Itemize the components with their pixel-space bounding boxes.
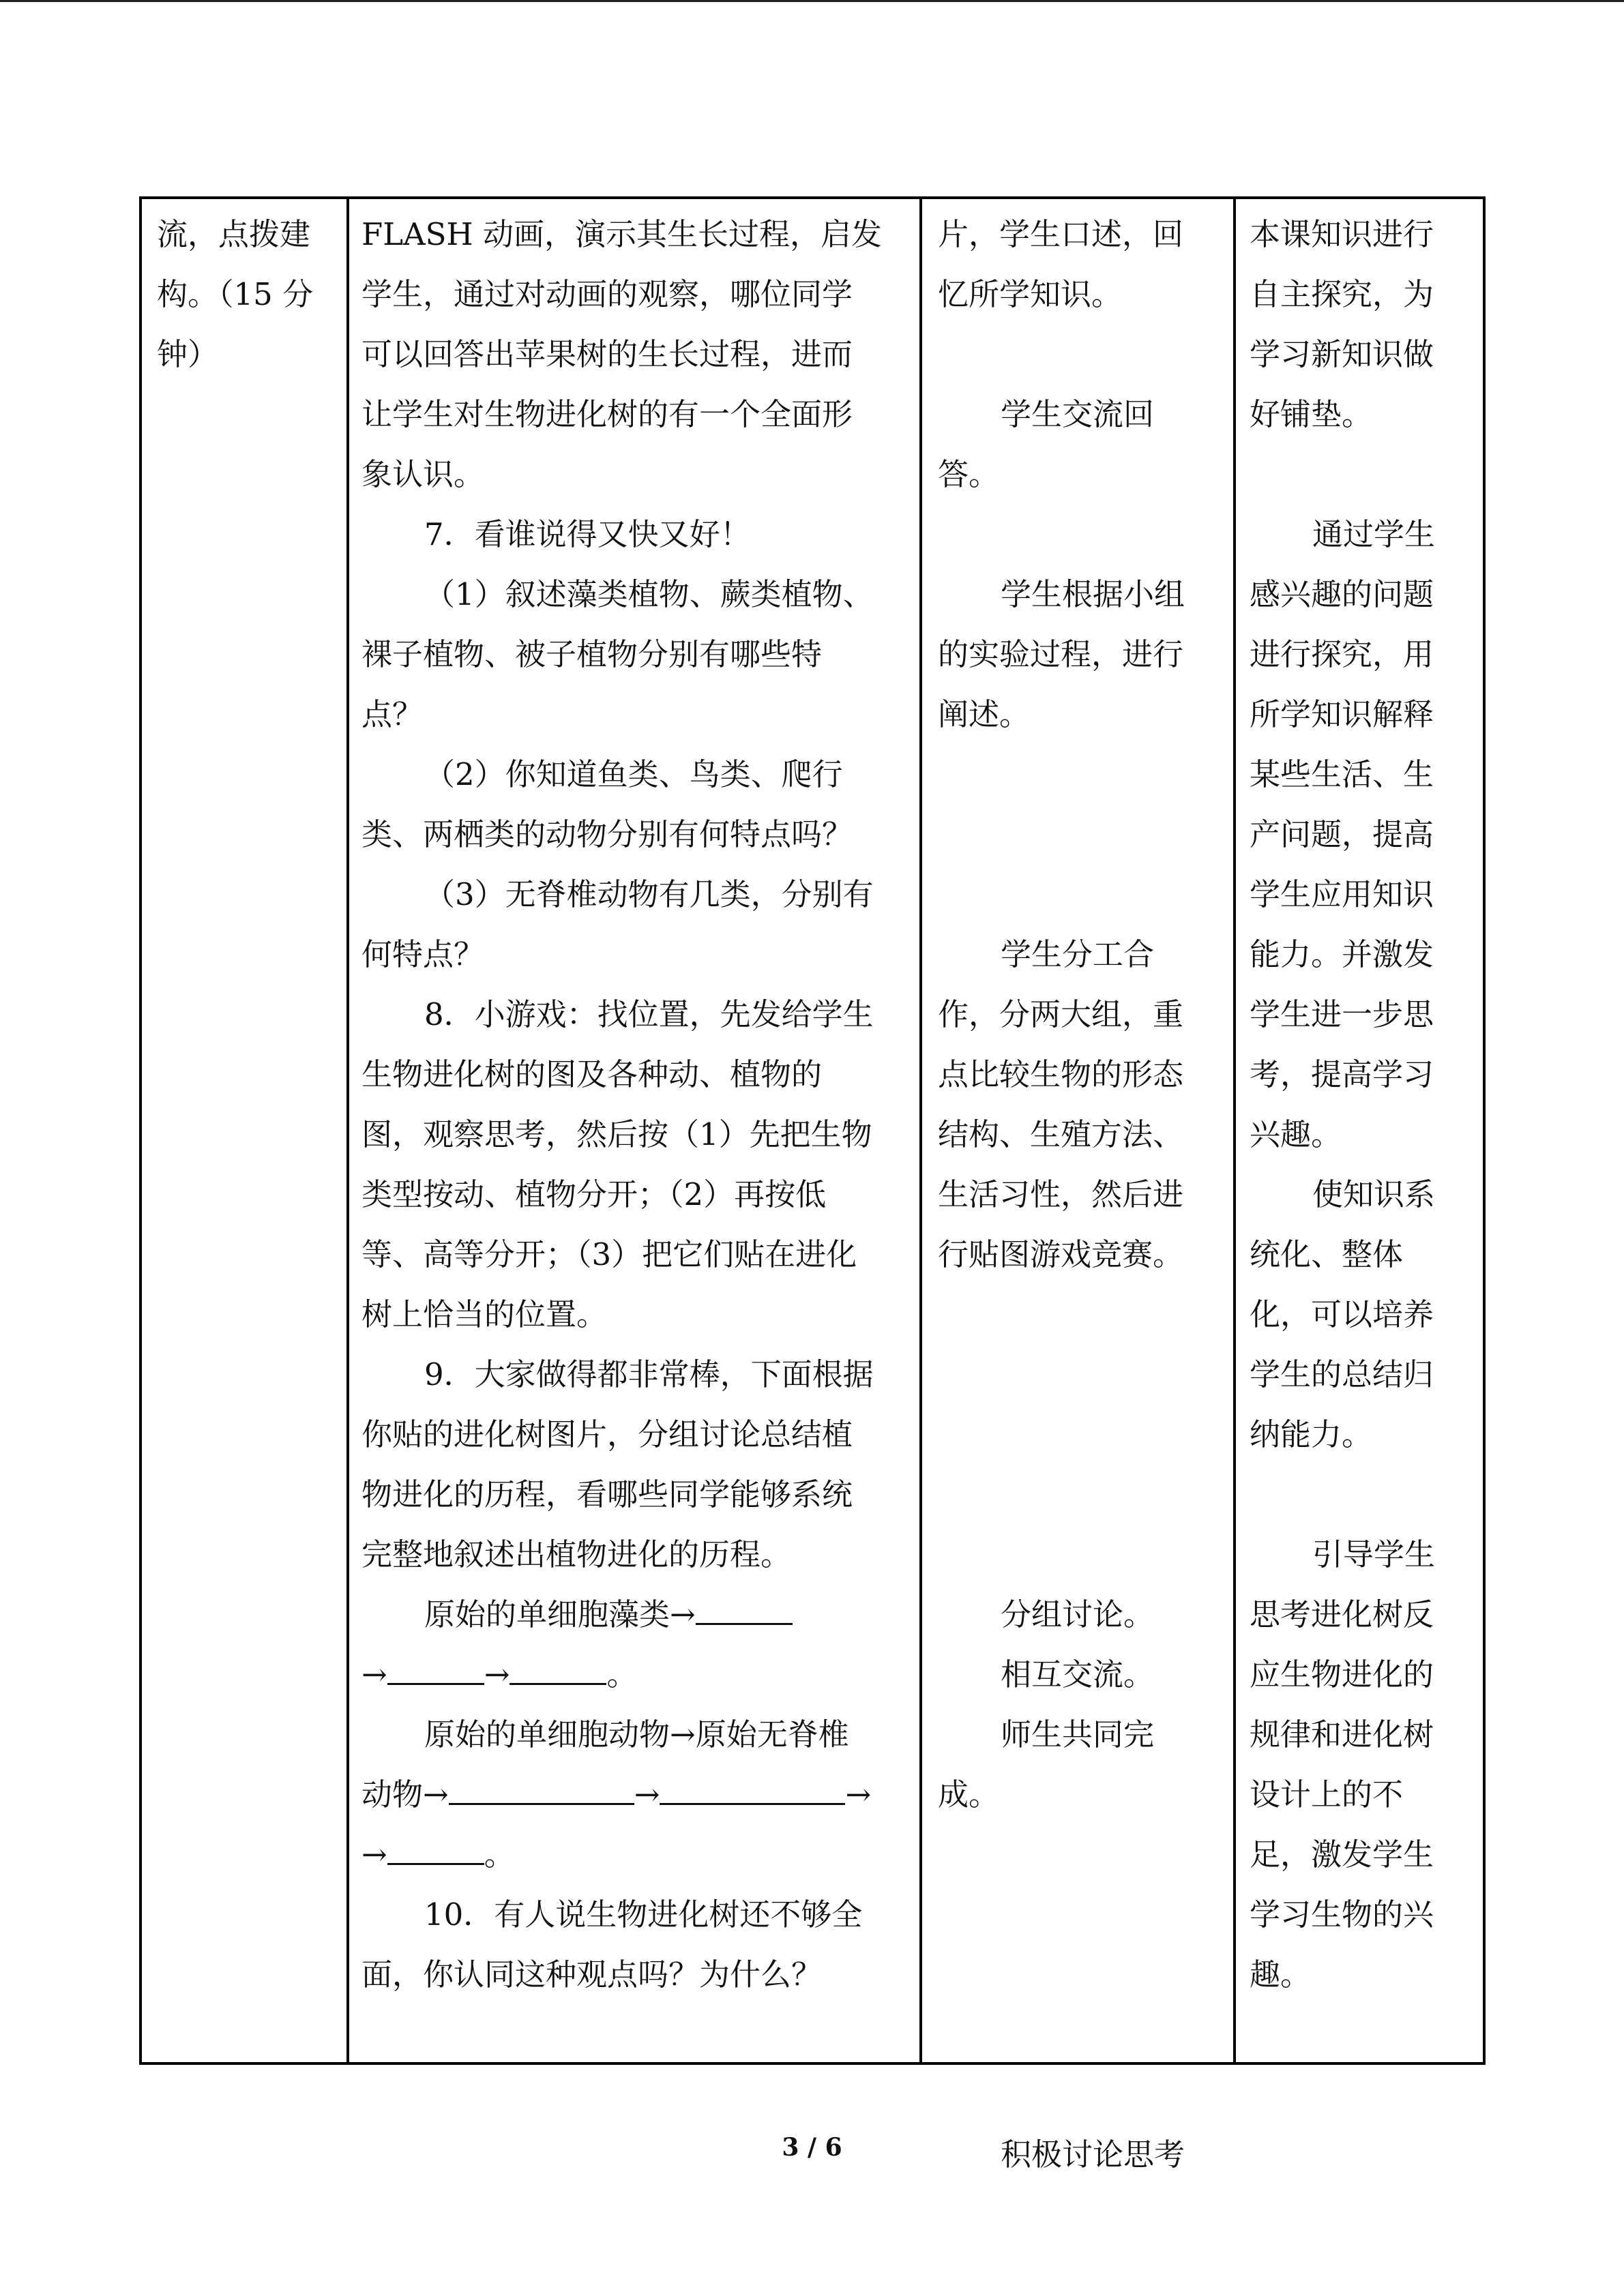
question-8-line: 树上恰当的位置。 bbox=[361, 1296, 608, 1332]
arrow-text: → bbox=[361, 1656, 387, 1693]
intent-text-line: 规律和进化树 bbox=[1250, 1716, 1434, 1753]
stage-text-line: 构。（15 分 bbox=[157, 276, 314, 312]
intent-text-line: 通过学生 bbox=[1312, 516, 1436, 552]
question-10-line: 10．有人说生物进化树还不够全 bbox=[424, 1896, 863, 1933]
animal-evolution-mid: 动物→ bbox=[361, 1776, 449, 1813]
plant-evolution-start: 原始的单细胞藻类→ bbox=[424, 1596, 696, 1632]
intent-text-line: 自主探究，为 bbox=[1250, 276, 1434, 312]
animal-evolution-line: 原始的单细胞动物→原始无脊椎 bbox=[424, 1716, 849, 1753]
student-text-line: 师生共同完 bbox=[1001, 1716, 1155, 1753]
question-10-line: 面，你认同这种观点吗？为什么？ bbox=[361, 1956, 823, 1993]
question-7-1-line: 点？ bbox=[361, 696, 424, 732]
question-7-heading: 7．看谁说得又快又好！ bbox=[424, 516, 751, 552]
question-9-line: 9．大家做得都非常棒，下面根据 bbox=[424, 1356, 874, 1392]
student-text-line: 分组讨论。 bbox=[1001, 1596, 1155, 1632]
arrow-text: → bbox=[361, 1836, 387, 1873]
column-divider-3 bbox=[1233, 196, 1236, 2065]
question-7-2-line: （2）你知道鱼类、鸟类、爬行 bbox=[424, 756, 843, 792]
intent-text-line: 学生进一步思 bbox=[1250, 996, 1434, 1032]
teacher-text-line: 让学生对生物进化树的有一个全面形 bbox=[361, 396, 853, 432]
arrow-text: → bbox=[845, 1776, 872, 1813]
student-text-line: 点比较生物的形态 bbox=[938, 1056, 1184, 1092]
student-text-line: 学生分工合 bbox=[1001, 936, 1155, 972]
student-text-line: 片，学生口述，回 bbox=[938, 216, 1184, 252]
intent-text-line: 思考进化树反 bbox=[1250, 1596, 1434, 1632]
animal-evolution-line bbox=[361, 1825, 915, 1885]
intent-text-line: 考，提高学习 bbox=[1250, 1056, 1434, 1092]
question-9-line: 你贴的进化树图片，分组讨论总结植 bbox=[361, 1416, 853, 1452]
intent-text-line: 学习新知识做 bbox=[1250, 336, 1434, 372]
arrow-text: → bbox=[634, 1776, 660, 1813]
intent-text-line: 化，可以培养 bbox=[1250, 1296, 1434, 1332]
teacher-text-line: 象认识。 bbox=[361, 456, 485, 492]
question-7-1-line: （1）叙述藻类植物、蕨类植物、 bbox=[424, 576, 874, 612]
intent-text-line: 某些生活、生 bbox=[1250, 756, 1434, 792]
question-7-3-line: 何特点？ bbox=[361, 936, 485, 972]
question-7-2-line: 类、两栖类的动物分别有何特点吗？ bbox=[361, 816, 853, 852]
student-text-line: 学生根据小组 bbox=[1001, 576, 1185, 612]
student-text-line: 作，分两大组，重 bbox=[938, 996, 1184, 1032]
student-text-line: 学生交流回 bbox=[1001, 396, 1155, 432]
student-text-line: 积极讨论思考 bbox=[1001, 2136, 1185, 2173]
intent-text-line: 学生的总结归 bbox=[1250, 1356, 1434, 1392]
arrow-text: → bbox=[484, 1656, 510, 1693]
stage-text-line: 流，点拨建 bbox=[157, 216, 311, 252]
question-8-line: 8．小游戏：找位置，先发给学生 bbox=[424, 996, 874, 1032]
period-text: 。 bbox=[484, 1836, 515, 1873]
animal-evolution-line bbox=[361, 1765, 915, 1825]
intent-text-line: 学生应用知识 bbox=[1250, 876, 1434, 912]
page-number: 3 / 6 bbox=[782, 2133, 842, 2162]
student-activity-column bbox=[938, 205, 1231, 2185]
fill-blank bbox=[660, 1783, 845, 1805]
fill-blank bbox=[696, 1602, 793, 1625]
plant-evolution-line bbox=[361, 1585, 915, 1645]
fill-blank bbox=[387, 1843, 484, 1865]
fill-blank bbox=[510, 1663, 606, 1685]
student-text-line: 行贴图游戏竞赛。 bbox=[938, 1236, 1184, 1272]
column-divider-2 bbox=[919, 196, 922, 2065]
stage-text-line: 钟） bbox=[157, 336, 219, 372]
student-text-line: 阐述。 bbox=[938, 696, 1031, 732]
question-8-line: 图，观察思考，然后按（1）先把生物 bbox=[361, 1116, 872, 1152]
top-border-rule bbox=[0, 0, 1624, 2]
design-intent-column bbox=[1250, 205, 1475, 2005]
teacher-text-line: FLASH 动画，演示其生长过程，启发 bbox=[361, 216, 882, 252]
intent-text-line: 好铺垫。 bbox=[1250, 396, 1373, 432]
student-text-line: 生活习性，然后进 bbox=[938, 1176, 1184, 1212]
plant-evolution-line bbox=[361, 1645, 915, 1705]
intent-text-line: 兴趣。 bbox=[1250, 1116, 1342, 1152]
question-7-3-line: （3）无脊椎动物有几类，分别有 bbox=[424, 876, 874, 912]
question-8-line: 等、高等分开；（3）把它们贴在进化 bbox=[361, 1236, 857, 1272]
student-text-line: 结构、生殖方法、 bbox=[938, 1116, 1184, 1152]
intent-text-line: 本课知识进行 bbox=[1250, 216, 1434, 252]
intent-text-line: 所学知识解释 bbox=[1250, 696, 1434, 732]
intent-text-line: 学习生物的兴 bbox=[1250, 1896, 1434, 1933]
stage-column bbox=[157, 205, 341, 385]
student-text-line: 答。 bbox=[938, 456, 1000, 492]
intent-text-line: 产问题，提高 bbox=[1250, 816, 1434, 852]
intent-text-line: 设计上的不 bbox=[1250, 1776, 1404, 1813]
student-text-line: 的实验过程，进行 bbox=[938, 636, 1184, 672]
intent-text-line: 进行探究，用 bbox=[1250, 636, 1434, 672]
fill-blank bbox=[387, 1663, 484, 1685]
question-8-line: 生物进化树的图及各种动、植物的 bbox=[361, 1056, 823, 1092]
intent-text-line: 纳能力。 bbox=[1250, 1416, 1373, 1452]
intent-text-line: 引导学生 bbox=[1312, 1536, 1436, 1572]
fill-blank bbox=[449, 1783, 634, 1805]
intent-text-line: 能力。并激发 bbox=[1250, 936, 1434, 972]
question-9-line: 物进化的历程，看哪些同学能够系统 bbox=[361, 1476, 853, 1512]
intent-text-line: 感兴趣的问题 bbox=[1250, 576, 1434, 612]
intent-text-line: 使知识系 bbox=[1312, 1176, 1436, 1212]
student-text-line: 成。 bbox=[938, 1776, 1000, 1813]
teacher-text-line: 学生，通过对动画的观察，哪位同学 bbox=[361, 276, 853, 312]
intent-text-line: 统化、整体 bbox=[1250, 1236, 1404, 1272]
column-divider-1 bbox=[346, 196, 349, 2065]
intent-text-line: 足，激发学生 bbox=[1250, 1836, 1434, 1873]
teacher-activity-column bbox=[361, 205, 915, 2005]
question-7-1-line: 裸子植物、被子植物分别有哪些特 bbox=[361, 636, 823, 672]
question-9-line: 完整地叙述出植物进化的历程。 bbox=[361, 1536, 792, 1572]
student-text-line: 忆所学知识。 bbox=[938, 276, 1123, 312]
student-text-line: 相互交流。 bbox=[1001, 1656, 1155, 1693]
intent-text-line: 趣。 bbox=[1250, 1956, 1312, 1993]
question-8-line: 类型按动、植物分开；（2）再按低 bbox=[361, 1176, 827, 1212]
period-text: 。 bbox=[606, 1656, 638, 1693]
intent-text-line: 应生物进化的 bbox=[1250, 1656, 1434, 1693]
teacher-text-line: 可以回答出苹果树的生长过程，进而 bbox=[361, 336, 853, 372]
